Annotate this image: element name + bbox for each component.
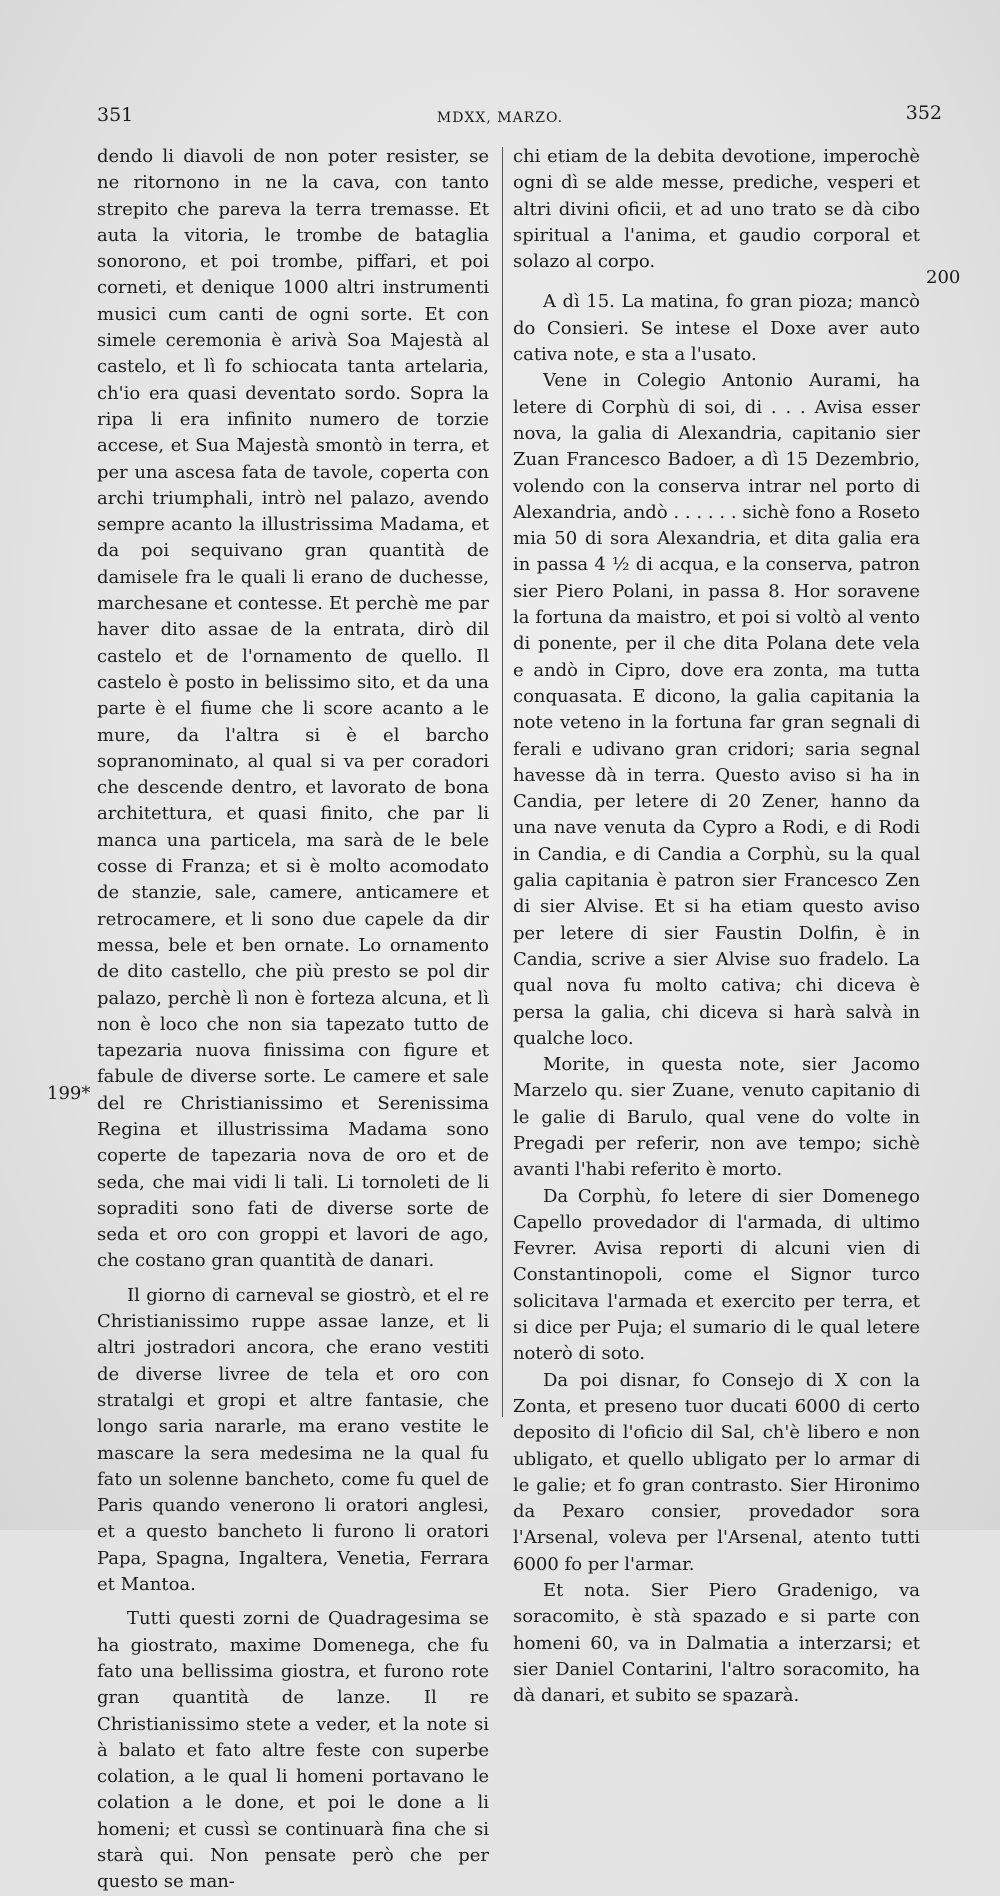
paragraph: Et nota. Sier Piero Gradenigo, va soracomito, è stà spazado e si parte con homeni 60, va in Dalmatia a interzarsi; et sier Daniel Contarini, l'altro soracomito, ha dà danari, et subito se spazarà.: [513, 1580, 920, 1707]
paragraph: dendo li diavoli de non poter resister, se ne ritornono in ne la cava, con tanto strepito che pareva la terra tremasse. Et auta la vitoria, le trombe de bataglia sonorono, et poi trombe, piffari, et poi corneti, et denique 1000 altri instrumenti musici cum canti de ogni sorte. Et con simele ceremonia è arivà Soa Majestà al castelo, et lì fo schiocata tanta artelaria, ch'io era quasi deventato sordo. Sopra la ripa li era infinito numero de torzie accese, et Sua Majestà smontò in terra, et per una ascesa fata de tavole, coperta con archi triumphali, intrò nel palazo, avendo sempre acanto la illustrissima Madama, et da poi sequivano gran quantità de damisele fra le quali li erano de duchesse, marchesane et contesse. Et perchè me par haver dito assae de la entrata, dirò dil castelo et de l'ornamento de quello. Il castelo è posto in belissimo sito, et da una parte è el fiume che li score acanto a le mure, da l'altra si è el barcho sopranominato, al qual si va per coradori che descende dentro, et lavorato de bona architettura, et quasi finito, che par li manca una particela, ma sarà de le bele cosse di Franza; et si è molto acomodato de stanzie, sale, camere, anticamere et retrocamere, et li sono due capele da dir messa, bele et ben ornate. Lo ornamento de dito castello, che più presto se pol dir palazo, perchè lì non è forteza alcuna, et lì non è loco che non sia tapezato tutto de tapezaria nuova finissima con figure et fabule de diverse sorte. Le camere et sale del re Christianissimo et Serenissima Regina et illustrissima Madama sono coperte de tapezaria nova de oro et de seda, che mai vidi li tali. Li tornoleti de li sopraditi sono fati de diverse sorte de seda et oro con groppi et lavori de ago, che costano gran quantità de danari.: [97, 146, 489, 1272]
left-column: [97, 144, 489, 1896]
page-number-right: 352: [905, 102, 942, 124]
paragraph: Da Corphù, fo letere di sier Domenego Capello provedador di l'armada, di ultimo Fevrer. Avisa reporti di alcuni vien di Constantinopoli, come el Signor turco solicitava l'armada et exercito per terra, et si dice per Puja; el sumario di le qual letere noterò di soto.: [513, 1185, 920, 1365]
page-number-left: 351: [97, 104, 134, 126]
margin-mark-left: 199*: [47, 1083, 91, 1104]
paragraph: Vene in Colegio Antonio Aurami, ha letere di Corphù di soi, di . . . Avisa esser nova, la galia di Alexandria, capitanio sier Zuan Francesco Badoer, a dì 15 Dezembrio, volendo con la conserva intrar nel porto di Alexandria, andò . . . . . . sichè fono a Roseto mia 50 di sora Alexandria, et dita galia era in passa 4 ½ di acqua, e la conserva, patron sier Piero Polani, in passa 8. Hor soravene la fortuna da maistro, et poi si voltò al vento di ponente, per il che dita Polana dete vela e andò in Cipro, dove era zonta, ma tutta conquasata. E dicono, la galia capitania la note veteno in la fortuna far gran segnali di ferali e udivano gran cridori; saria segnal havesse dà in terra. Questo aviso si ha in Candia, per letere di 20 Zener, hanno da una nave venuta da Cypro a Rodi, e di Rodi in Candia, e di Candia a Corphù, su la qual galia capitania è patron sier Francesco Zen di sier Alvise. Et si ha etiam questo aviso per letere di sier Faustin Dolfin, è in Candia, scrive a sier Alvise suo fradelo. La qual nova fu molto cativa; chi diceva è persa la galia, chi diceva si harà salvà in qualche loco.: [513, 370, 920, 1049]
paragraph: chi etiam de la debita devotione, imperochè ogni dì se alde messe, prediche, vesperi et altri divini oficii, et ad uno trato se dà cibo spiritual a l'anima, et gaudio corporal et solazo al corpo.: [513, 146, 920, 273]
running-title: MDXX, MARZO.: [436, 110, 564, 126]
right-column: [513, 144, 920, 1710]
paragraph: Da poi disnar, fo Consejo di X con la Zonta, et preseno tuor ducati 6000 di certo deposito di l'oficio dil Sal, ch'è libero e non ubligato, et quello ubligato per lo armar di le galie; et fo gran contrasto. Sier Hironimo da Pexaro consier, provedador sora l'Arsenal, voleva per l'Arsenal, atento tutti 6000 fo per l'armar.: [513, 1369, 920, 1575]
paragraph: Tutti questi zorni de Quadragesima se ha giostrato, maxime Domenega, che fu fato una bellissima giostra, et furono rote gran quantità de lanze. Il re Christianissimo stete a veder, et la note si à balato et fato altre feste con superbe colation, a le qual li homeni portavano le colation a le done, et poi le done a li homeni; et cussì se continuarà fina che si starà qui. Non pensate però che per questo se man-: [97, 1608, 489, 1893]
paragraph: A dì 15. La matina, fo gran pioza; mancò do Consieri. Se intese el Doxe aver auto cativa note, e sta a l'usato.: [513, 291, 920, 366]
column-divider: [502, 147, 503, 1417]
margin-mark-right: 200: [926, 267, 961, 288]
paragraph: Morite, in questa note, sier Jacomo Marzelo qu. sier Zuane, venuto capitanio di le galie di Barulo, qual vene do volte in Pregadi per referir, non ave tempo; sichè avanti l'habi referito è morto.: [513, 1054, 920, 1181]
paragraph: Il giorno di carneval se giostrò, et el re Christianissimo ruppe assae lanze, et li altri jostradori ancora, che erano vestiti de diverse livree de tela et oro con stratalgi et gropi et altre fantasie, che longo saria nararle, ma erano vestite le mascare la sera medesima ne la qual fu fato un solenne bancheto, come fu quel de Paris quando venerono li oratori anglesi, et a questo bancheto li furono li oratori Papa, Spagna, Ingaltera, Venetia, Ferrara et Mantoa.: [97, 1284, 489, 1596]
